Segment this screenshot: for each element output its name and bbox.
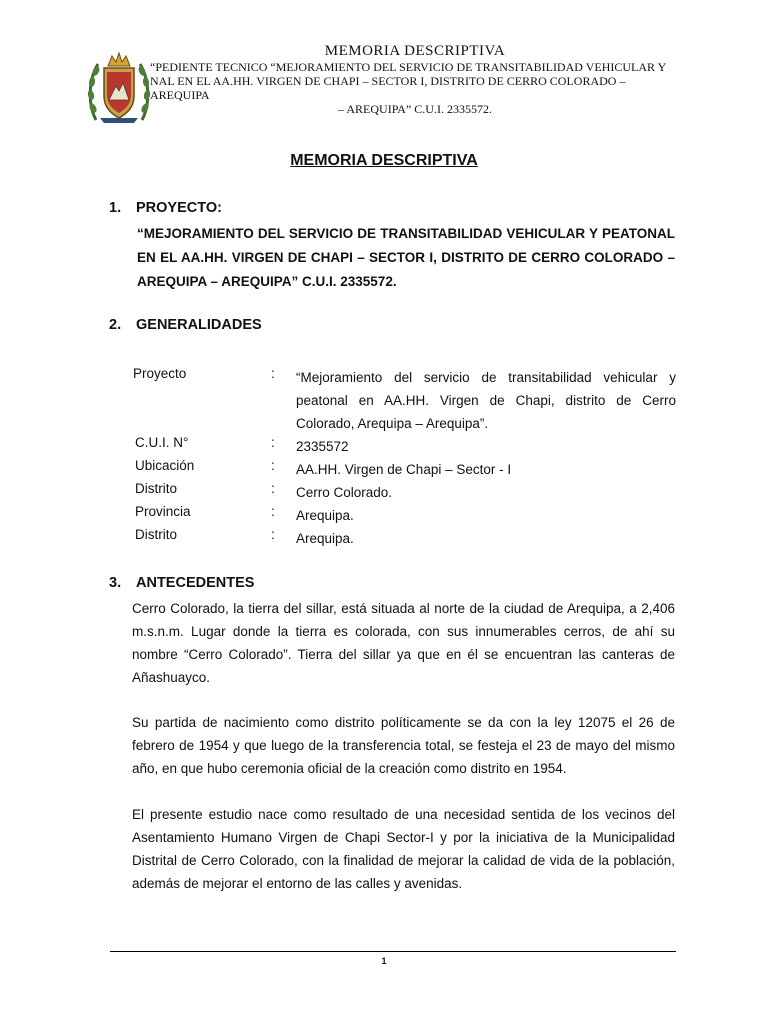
row-colon: : [271, 504, 275, 519]
row-label: Distrito [135, 527, 178, 542]
header-subtitle-line-3: – AREQUIPA” C.U.I. 2335572. [338, 102, 492, 116]
row-colon: : [271, 435, 275, 450]
row-colon: : [271, 481, 275, 496]
antecedentes-paragraph-1: Cerro Colorado, la tierra del sillar, está situada al norte de la ciudad de Arequipa, a 2,406 m.s.n.m. Lugar donde la tierra es colorada, con sus innumerables cerros, de ahí su nombre “Cerro Colorado”. Tierra del sillar ya que en él se encuentran las canteras de Añashuayco. [132, 601, 675, 685]
row-colon: : [271, 527, 275, 542]
row-value: Cerro Colorado. [296, 485, 393, 500]
header-subtitle-line-1: “PEDIENTE TECNICO “MEJORAMIENTO DEL SERVICIO DE TRANSITABILIDAD VEHICULAR Y [150, 60, 667, 74]
coat-of-arms-icon [86, 50, 152, 126]
row-value: AA.HH. Virgen de Chapi – Sector - I [296, 462, 512, 477]
section-label: PROYECTO: [136, 200, 222, 216]
document-title: MEMORIA DESCRIPTIVA [290, 152, 478, 169]
antecedentes-paragraph-3: El presente estudio nace como resultado de una necesidad sentida de los vecinos del Asentamiento Humano Virgen de Chapi Sector-I y por la iniciativa de la Municipalidad Distrital de Cerro Colorado, con la finalidad de mejorar la calidad de vida de la población, además de mejorar el entorno de las calles y avenidas. [132, 807, 675, 891]
header-subtitle-line-2: NAL EN EL AA.HH. VIRGEN DE CHAPI – SECTOR I, DISTRITO DE CERRO COLORADO – AREQUIPA [150, 74, 626, 102]
project-name-paragraph: “MEJORAMIENTO DEL SERVICIO DE TRANSITABILIDAD VEHICULAR Y PEATONAL EN EL AA.HH. VIRGEN DE CHAPI – SECTOR I, DISTRITO DE CERRO COLORADO – AREQUIPA – AREQUIPA” C.U.I. 2335572. [137, 226, 675, 289]
section-label: ANTECEDENTES [136, 575, 255, 591]
row-label: Provincia [135, 504, 191, 519]
row-value: 2335572 [296, 439, 349, 454]
row-label: Ubicación [135, 458, 195, 473]
row-colon: : [271, 366, 275, 381]
row-label: Proyecto [133, 366, 187, 381]
section-label: GENERALIDADES [136, 317, 262, 333]
row-value: Arequipa. [296, 508, 354, 523]
section-number: 2. [109, 317, 122, 333]
row-label: Distrito [135, 481, 178, 496]
section-number: 1. [109, 200, 122, 216]
row-colon: : [271, 458, 275, 473]
row-label: C.U.I. N° [135, 435, 189, 450]
footer-divider [110, 951, 676, 952]
page-number: 1 [381, 956, 387, 966]
header-title: MEMORIA DESCRIPTIVA [324, 43, 506, 59]
section-number: 3. [109, 575, 122, 591]
row-value: “Mejoramiento del servicio de transitabilidad vehicular y peatonal en AA.HH. Virgen de Chapi, distrito de Cerro Colorado, Arequipa – Arequipa”. [296, 370, 676, 431]
row-value: Arequipa. [296, 531, 354, 546]
antecedentes-paragraph-2: Su partida de nacimiento como distrito políticamente se da con la ley 12075 el 26 de febrero de 1954 y que luego de la transferencia total, se festeja el 23 de mayo del mismo año, en que hubo ceremonia oficial de la creación como distrito en 1954. [132, 715, 675, 776]
